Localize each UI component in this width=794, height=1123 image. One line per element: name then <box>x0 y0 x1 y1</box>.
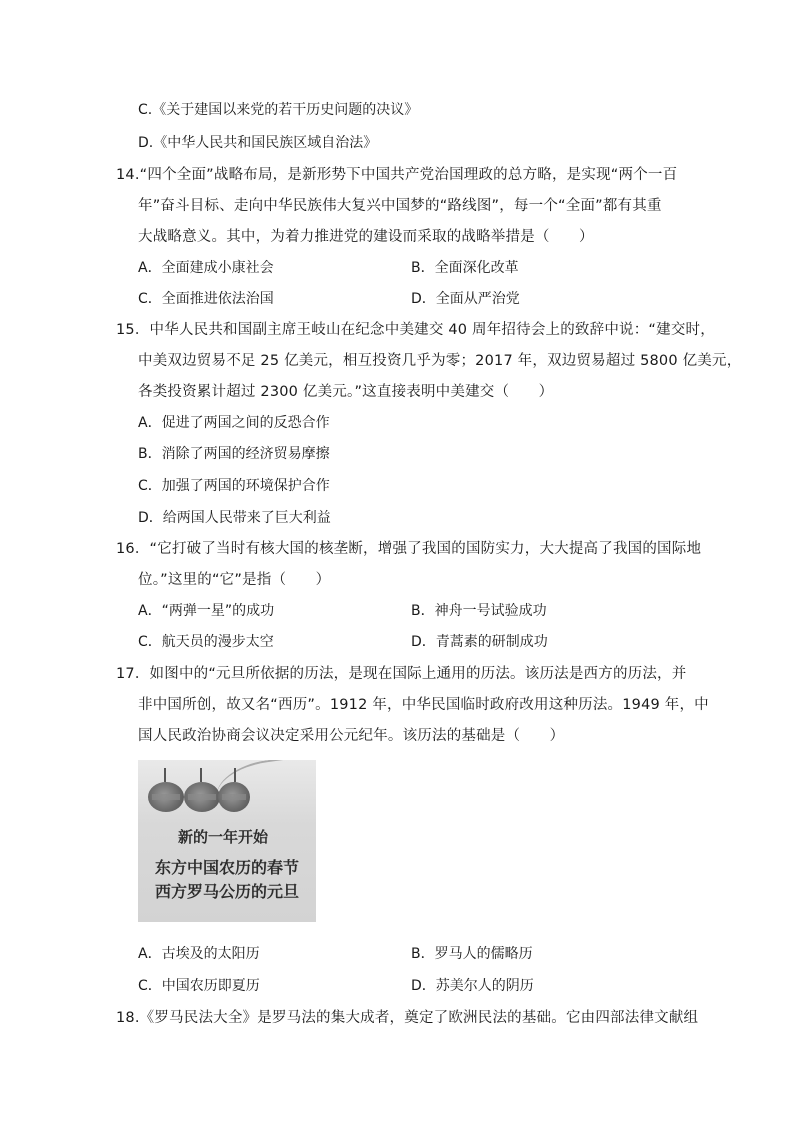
q14-stem-line-2: 年”奋斗目标、走向中华民族伟大复兴中国梦的“路线图”，每一个“全面”都有其重 <box>138 198 662 214</box>
q13-option-d: D.《中华人民共和国民族区域自治法》 <box>138 135 378 151</box>
figure-caption-new-years-day: 西方罗马公历的元旦 <box>154 882 299 901</box>
figure-caption-spring-festival: 东方中国农历的春节 <box>154 858 299 877</box>
q14-option-c: C．全面推进依法治国 <box>138 291 274 307</box>
q16-option-b: B．神舟一号试验成功 <box>411 603 547 619</box>
q17-option-a: A．古埃及的太阳历 <box>138 946 260 962</box>
q14-option-b: B．全面深化改革 <box>411 260 519 276</box>
q16-option-c: C．航天员的漫步太空 <box>138 634 274 650</box>
q15-option-a: A．促进了两国之间的反恐合作 <box>138 415 330 431</box>
q15-stem-line-1: 15．中华人民共和国副主席王岐山在纪念中美建交 40 周年招待会上的致辞中说：“建交时， <box>116 322 715 338</box>
q17-figure-new-year-image <box>138 760 316 922</box>
q15-option-d: D．给两国人民带来了巨大利益 <box>138 510 331 526</box>
figure-caption-new-year: 新的一年开始 <box>177 828 268 846</box>
q14-stem-line-1: 14.“四个全面”战略布局，是新形势下中国共产党治国理政的总方略，是实现“两个一百 <box>116 167 678 183</box>
q16-stem-line-2: 位。”这里的“它”是指（ ） <box>138 572 331 588</box>
q15-stem-line-3: 各类投资累计超过 2300 亿美元。”这直接表明中美建交（ ） <box>138 384 554 400</box>
q18-stem-line-1: 18.《罗马民法大全》是罗马法的集大成者，奠定了欧洲民法的基础。它由四部法律文献组 <box>116 1010 699 1026</box>
q15-option-b: B．消除了两国的经济贸易摩擦 <box>138 446 330 462</box>
q14-option-d: D．全面从严治党 <box>411 291 520 307</box>
lantern-icon <box>218 782 250 812</box>
q14-option-a: A．全面建成小康社会 <box>138 260 274 276</box>
q13-option-c: C.《关于建国以来党的若干历史问题的决议》 <box>138 102 419 118</box>
q16-option-a: A．“两弹一星”的成功 <box>138 603 275 619</box>
q17-option-b: B．罗马人的儒略历 <box>411 946 533 962</box>
q15-option-c: C．加强了两国的环境保护合作 <box>138 478 330 494</box>
q17-stem-line-1: 17．如图中的“元旦所依据的历法，是现在国际上通用的历法。该历法是西方的历法，并 <box>116 666 687 682</box>
q16-stem-line-1: 16．“它打破了当时有核大国的核垄断，增强了我国的国防实力，大大提高了我国的国际地 <box>116 541 702 557</box>
q17-option-d: D．苏美尔人的阴历 <box>411 978 534 994</box>
q17-stem-line-3: 国人民政治协商会议决定采用公元纪年。该历法的基础是（ ） <box>138 728 565 744</box>
lantern-icon <box>148 782 184 812</box>
q16-option-d: D．青蒿素的研制成功 <box>411 634 548 650</box>
q15-stem-line-2: 中美双边贸易不足 25 亿美元，相互投资几乎为零；2017 年，双边贸易超过 5800 亿美元， <box>138 353 742 369</box>
lantern-icon <box>184 782 220 812</box>
q17-stem-line-2: 非中国所创，故又名“西历”。1912 年，中华民国临时政府改用这种历法。1949 年，中 <box>138 697 709 713</box>
q17-option-c: C．中国农历即夏历 <box>138 978 260 994</box>
q14-stem-line-3: 大战略意义。其中，为着力推进党的建设而采取的战略举措是（ ） <box>138 229 594 245</box>
